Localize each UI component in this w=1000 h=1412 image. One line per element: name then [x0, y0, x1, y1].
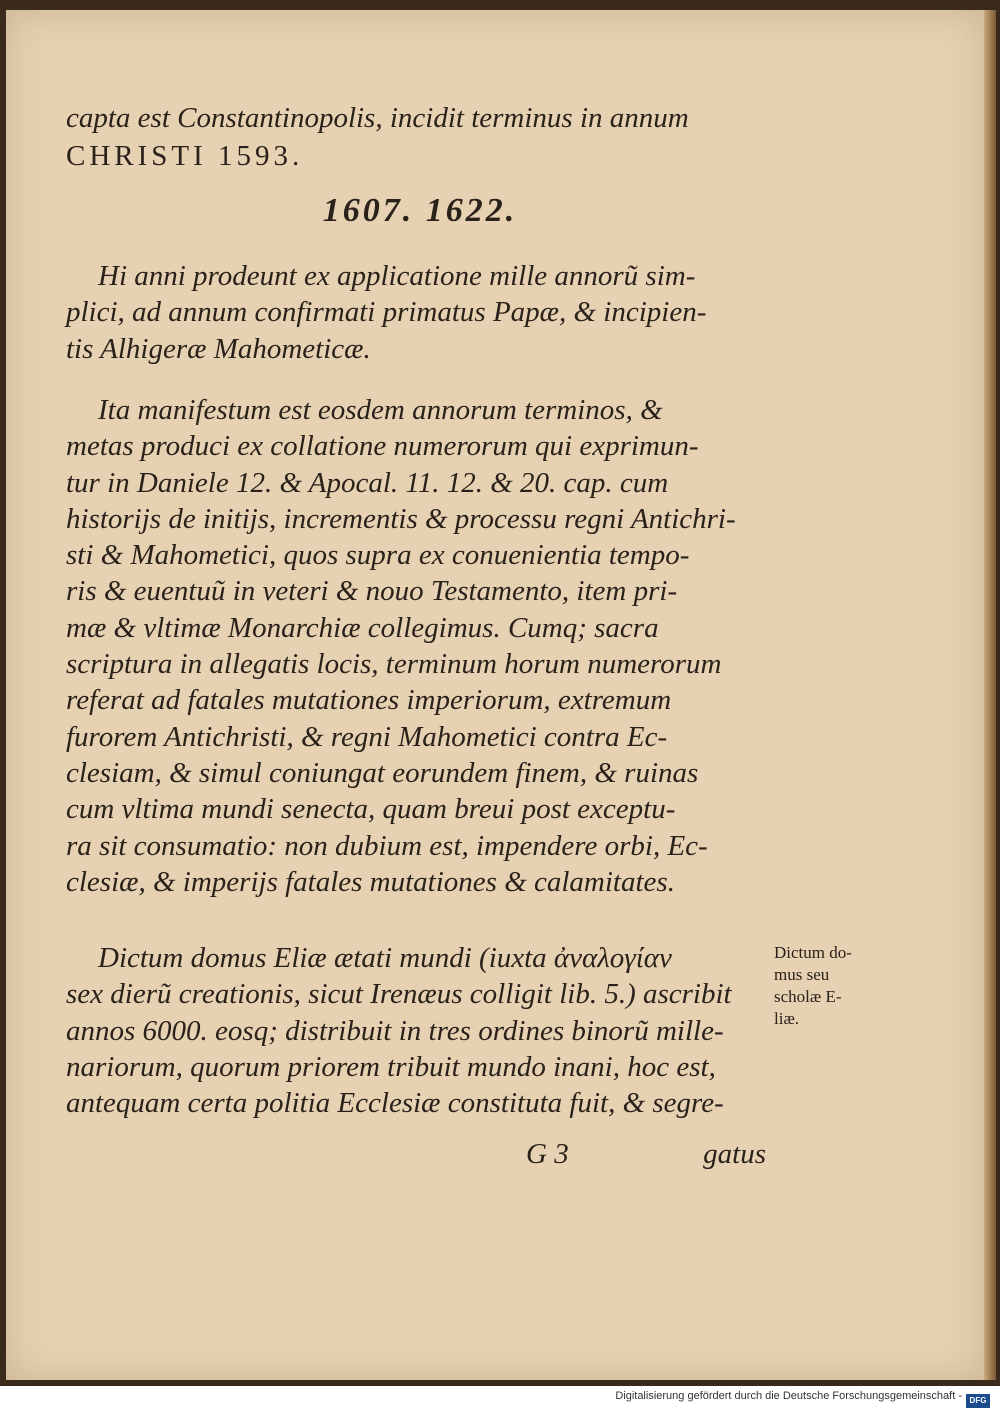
catchword: gatus	[703, 1138, 766, 1170]
margin-note-line: mus seu	[774, 965, 830, 984]
text-line: plici, ad annum confirmati primatus Papæ, & incipien-	[66, 296, 707, 329]
page-footer-line	[66, 1138, 766, 1174]
text-line: metas produci ex collatione numerorum qui exprimun-	[66, 430, 699, 463]
text-line: referat ad fatales mutationes imperiorum, extremum	[66, 684, 672, 717]
text-line: CHRISTI 1593.	[66, 140, 304, 172]
text-line: sex dierũ creationis, sicut Irenæus colligit lib. 5.) ascribit	[66, 978, 732, 1011]
text-line: ris & euentuũ in veteri & nouo Testamento, item pri-	[66, 575, 678, 608]
text-line: furorem Antichristi, & regni Mahometici contra Ec-	[66, 720, 668, 753]
signature-mark: G 3	[526, 1138, 569, 1170]
text-line: mæ & vltimæ Monarchiæ collegimus. Cumq; sacra	[66, 611, 659, 644]
text-line: capta est Constantinopolis, incidit terminus in annum	[66, 102, 689, 134]
top-lines	[66, 100, 766, 176]
margin-note	[774, 942, 864, 1030]
margin-note-line: Dictum do-	[774, 943, 852, 962]
text-line: annos 6000. eosq; distribuit in tres ordines binorũ mille-	[66, 1014, 724, 1047]
text-line: historijs de initijs, incrementis & processu regni Antichri-	[66, 502, 736, 535]
text-line: cum vltima mundi senecta, quam breui post exceptu-	[66, 793, 676, 826]
margin-note-line: liæ.	[774, 1009, 800, 1028]
text-line: ra sit consumatio: non dubium est, impendere orbi, Ec-	[66, 829, 708, 862]
paragraph-3	[66, 940, 766, 1121]
paragraph-2	[66, 392, 766, 900]
text-line: clesiam, & simul coniungat eorundem finem, & ruinas	[66, 756, 699, 789]
text-line: Dictum domus Eliæ ætati mundi (iuxta ἀναλογίαν	[98, 942, 672, 974]
paragraph-1	[66, 258, 766, 367]
text-line: Ita manifestum est eosdem annorum terminos, &	[98, 394, 663, 426]
digitization-credit: Digitalisierung gefördert durch die Deutsche Forschungsgemeinschaft -	[615, 1390, 962, 1402]
text-line: sti & Mahometici, quos supra ex conuenientia tempo-	[66, 539, 690, 572]
text-line: clesiæ, & imperijs fatales mutationes & calamitates.	[66, 865, 675, 898]
text-line: scriptura in allegatis locis, terminum horum numerorum	[66, 648, 722, 681]
text-line: Hi anni prodeunt ex applicatione mille annorũ sim-	[98, 260, 696, 292]
text-line: tis Alhigeræ Mahometicæ.	[66, 332, 371, 365]
text-line: tur in Daniele 12. & Apocal. 11. 12. & 20. cap. cum	[66, 466, 669, 499]
page-edge	[984, 10, 996, 1380]
dfg-logo: DFG	[966, 1394, 990, 1408]
year-heading: 1607. 1622.	[322, 192, 518, 229]
text-line: nariorum, quorum priorem tribuit mundo inani, hoc est,	[66, 1050, 716, 1083]
text-line: antequam certa politia Ecclesiæ constituta fuit, & segre-	[66, 1087, 724, 1120]
margin-note-line: scholæ E-	[774, 987, 842, 1006]
